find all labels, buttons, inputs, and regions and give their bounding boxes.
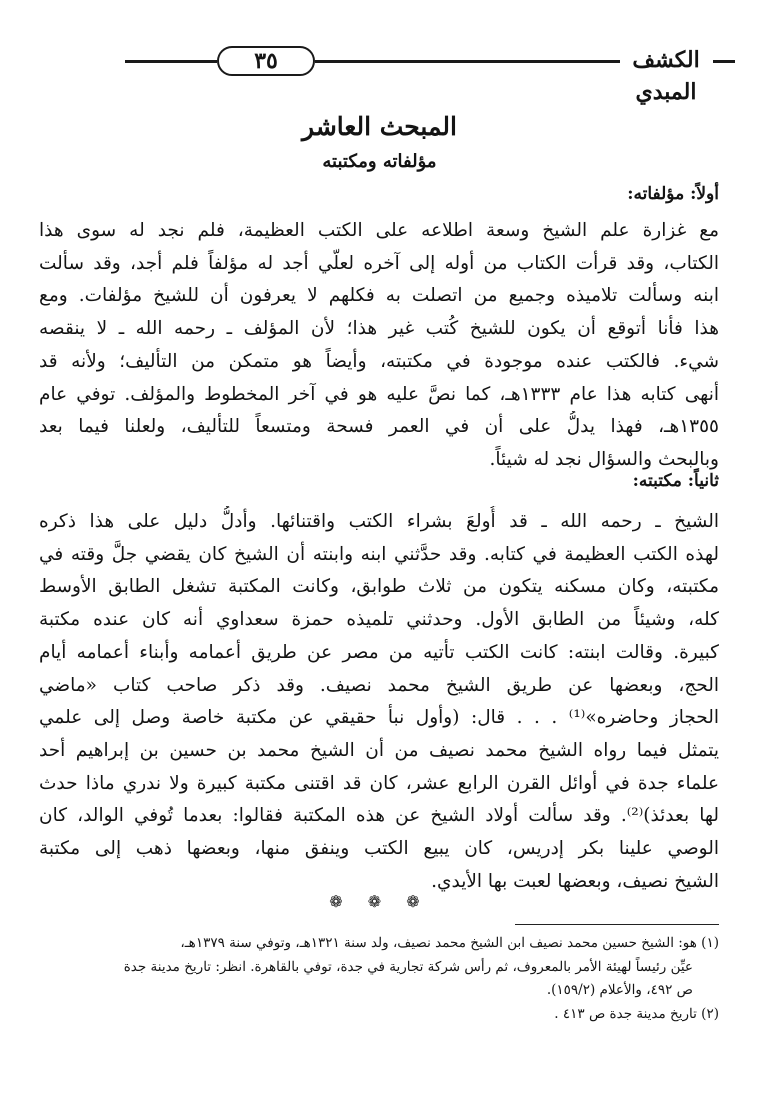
text-line: كبيرة. وقالت ابنته: كانت الكتب تأتيه من مصر عن طريق أعمامه وأبناء أعمامه أيام <box>39 641 719 663</box>
header-rule-left <box>125 60 217 63</box>
footnote-rule <box>515 924 719 925</box>
footnote-line: ص ٤٩٢، والأعلام (١٥٩/٢). <box>546 982 693 998</box>
text-line: أنهى كتابه هذا عام ١٣٣٣هـ، كما نصَّ عليه هو في آخر المخطوط والمؤلف. توفي عام <box>39 383 719 405</box>
running-title: الكشف المبدي <box>632 47 700 105</box>
section-heading-works: أولاً: مؤلفاته: <box>627 184 719 204</box>
text-line: هذا فأنا أتوقع أن يكون للشيخ كُتب غير هذا؛ لأن المؤلف ـ رحمه الله ـ لا ينقصه <box>39 318 719 340</box>
section-heading-library: ثانياً: مكتبته: <box>632 471 719 491</box>
text-line: وبالبحث والسؤال نجد له شيئاً. <box>489 448 719 470</box>
text-line: الوصي علينا بكر إدريس، كان يبيع الكتب وينفق منها، وبعضها ذهب إلى مكتبة <box>39 838 719 860</box>
text-line: لهذه الكتب العظيمة في كتابه. وقد حدَّثني ابنه وابنته أن الشيخ كان يقضي جلَّ وقته في <box>39 543 719 565</box>
header-rule-right <box>315 60 620 63</box>
footnote-line: (٢) تاريخ مدينة جدة ص ٤١٣ . <box>554 1005 719 1022</box>
page-number: ٣٥ <box>217 46 315 76</box>
section-separator-stars: ❁ ❁ ❁ <box>329 892 430 911</box>
text-line: الكتاب، وقد قرأت الكتاب من أوله إلى آخره لعلّي أجد له مؤلفاً فلم أجد، وقد سألت <box>39 252 719 274</box>
footnote-line: (١) هو: الشيخ حسين محمد نصيف ابن الشيخ محمد نصيف، ولد سنة ١٣٢١هـ، وتوفي سنة ١٣٧٩هـ، <box>180 935 719 951</box>
section-paragraph-library <box>39 506 719 898</box>
footnotes <box>39 932 719 1026</box>
text-line: ١٣٥٥هـ، فهذا يدلُّ على أن في العمر فسحة ومتسعاً للتأليف، ولعلنا فيما بعد <box>39 416 719 438</box>
text-line: يتمثل فيما رواه الشيخ محمد نصيف من أن الشيخ محمد بن حسين بن إبراهيم أحد <box>39 739 719 761</box>
text-line: لها بعدئذ)⁽²⁾. وقد سألت أولاد الشيخ عن هذه المكتبة فقالوا: بعدما تُوفي الوالد، كان <box>39 805 719 827</box>
footnote-line: عيِّن رئيساً لهيئة الأمر بالمعروف، ثم رأس شركة تجارية في جدة، توفي بالقاهرة. انظر: تاريخ مدينة جدة <box>123 958 693 975</box>
text-line: شيء. فالكتب عنده موجودة في مكتبته، وأيضاً هو متمكن من التأليف؛ ولأنه قد <box>39 350 719 372</box>
text-line: الشيخ نصيف، وبعضها لعبت بها الأيدي. <box>431 870 719 892</box>
text-line: الحجاز وحاضره»⁽¹⁾ . . . قال: (وأول نبأ حقيقي عن مكتبة خاصة وصل إلى علمي <box>39 707 719 729</box>
text-line: مكتبته، وكان مسكنه يتكون من ثلاث طوابق، وكانت المكتبة تشغل الطابق الأوسط <box>39 576 719 598</box>
text-line: مع غزارة علم الشيخ وسعة اطلاعه على الكتب العظيمة، فلم نجد له سوى هذا <box>39 220 719 241</box>
text-line: الشيخ ـ رحمه الله ـ قد أُولعَ بشراء الكتب واقتنائها. وأدلُّ دليل على هذا ذكره <box>39 511 719 532</box>
chapter-subtitle: مؤلفاته ومكتبته <box>322 151 437 172</box>
header-rule-dash <box>713 60 735 63</box>
text-line: علماء جدة في أوائل القرن الرابع عشر، كان قد اقتنى مكتبة كبيرة ولا ندري ماذا حدث <box>39 772 719 794</box>
text-line: كله، وشيئاً من الطابق الأول. وحدثني تلميذه حمزة سعداوي أنه كان عنده مكتبة <box>39 609 719 631</box>
page-header <box>125 44 735 105</box>
text-line: ابنه وسألت تلاميذه وجميع من اتصلت به فكلهم لا يعرفون أن للشيخ مؤلفات. ومع <box>39 285 719 307</box>
chapter-title: المبحث العاشر <box>302 112 457 141</box>
text-line: الحج، وبعضها عن طريق الشيخ محمد نصيف. وقد ذكر صاحب كتاب «ماضي <box>39 674 719 696</box>
section-paragraph-works <box>39 215 719 477</box>
